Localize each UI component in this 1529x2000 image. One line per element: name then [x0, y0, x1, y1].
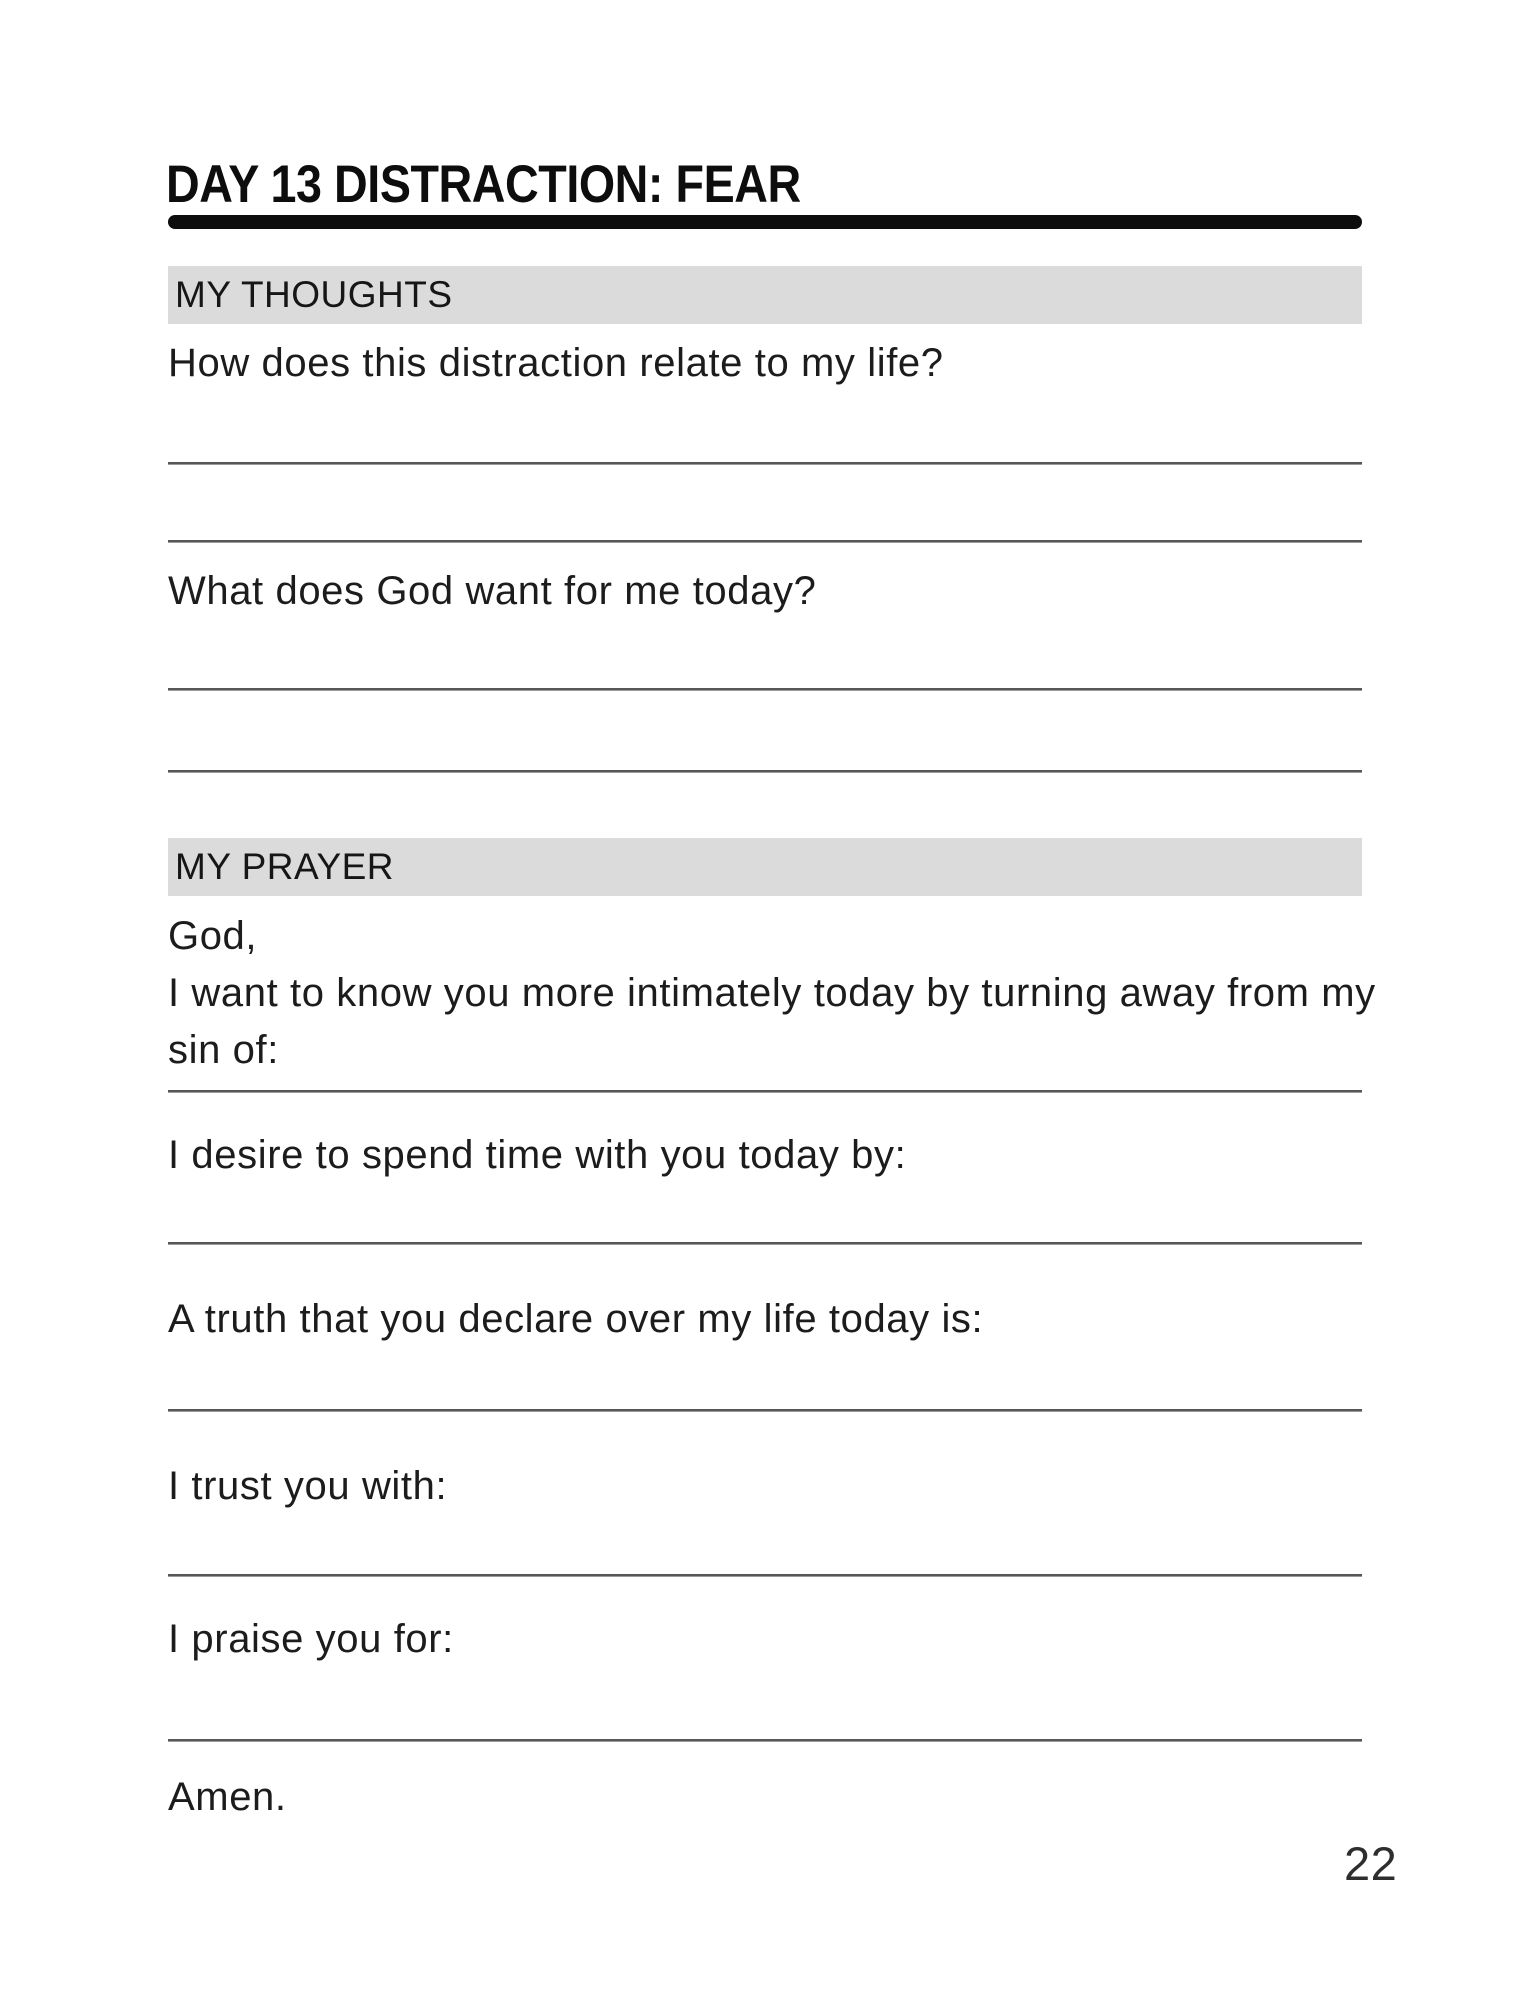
writing-line: [168, 770, 1362, 773]
section-header-my-prayer: [168, 838, 1362, 896]
prompt-god-want: What does God want for me today?: [168, 569, 817, 613]
writing-line: [168, 1574, 1362, 1577]
prompt-distraction-relate: How does this distraction relate to my life?: [168, 341, 944, 385]
prompt-truth-declared: A truth that you declare over my life today is:: [168, 1297, 984, 1341]
section-heading-label: MY PRAYER: [175, 846, 395, 887]
prompt-praise: I praise you for:: [168, 1617, 454, 1661]
writing-line: [168, 1739, 1362, 1742]
prayer-closing: Amen.: [168, 1775, 287, 1819]
page-title: DAY 13 DISTRACTION: FEAR: [166, 155, 801, 214]
writing-line: [168, 1242, 1362, 1245]
prayer-intro: I want to know you more intimately today by turning away from my sin of:: [168, 971, 1376, 1072]
prompt-desire-time: I desire to spend time with you today by:: [168, 1133, 907, 1177]
prayer-opening: [168, 908, 1398, 1079]
page-number: 22: [1344, 1837, 1398, 1890]
writing-line: [168, 540, 1362, 543]
section-header-my-thoughts: [168, 266, 1362, 324]
title-underline-rule: [168, 215, 1362, 229]
prayer-salutation: God,: [168, 914, 258, 958]
writing-line: [168, 1409, 1362, 1412]
writing-line: [168, 688, 1362, 691]
writing-line: [168, 462, 1362, 465]
writing-line: [168, 1090, 1362, 1093]
section-heading-label: MY THOUGHTS: [175, 274, 453, 315]
prompt-trust: I trust you with:: [168, 1464, 448, 1508]
